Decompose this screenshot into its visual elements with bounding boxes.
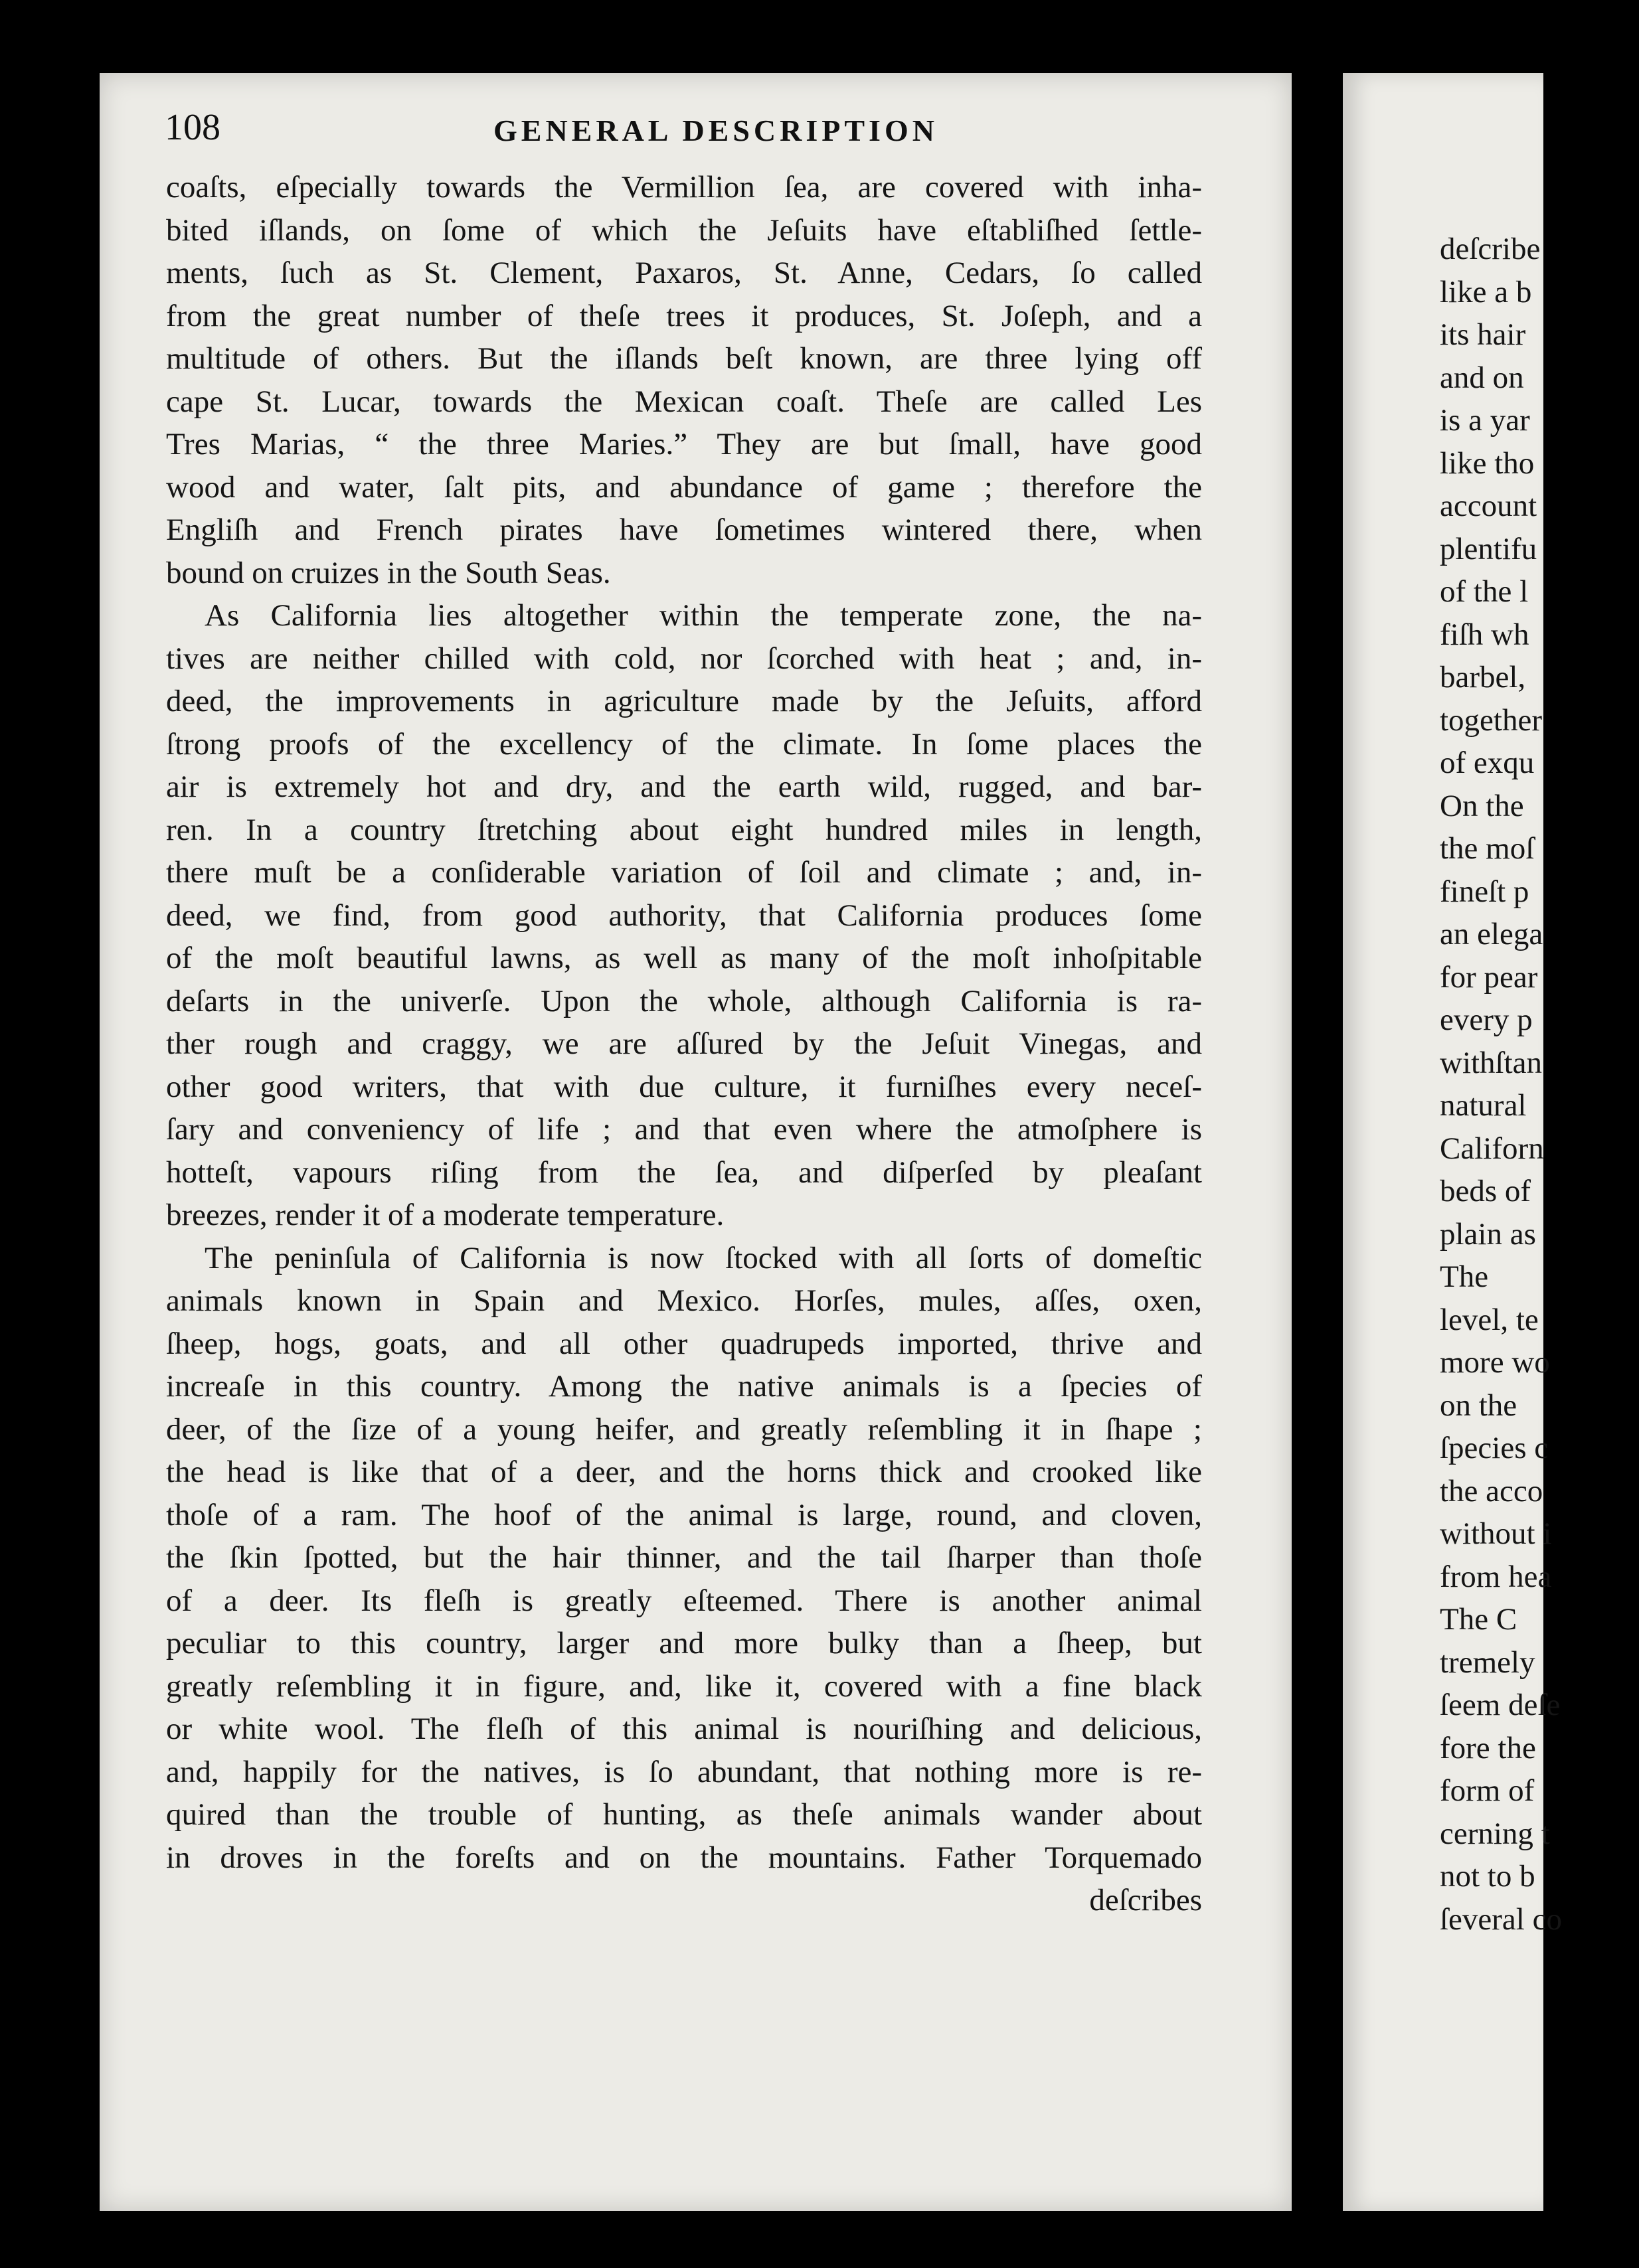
right-text-line: ſeveral co	[1440, 1902, 1562, 1937]
text-line: air is extremely hot and dry, and the earth wild, rugged, and bar-	[166, 770, 1202, 804]
right-text-line: and on	[1440, 360, 1524, 395]
right-text-line: every p	[1440, 1003, 1533, 1037]
right-text-line: form of	[1440, 1773, 1535, 1808]
main-text-block	[166, 166, 1202, 1922]
text-line: deed, we find, from good authority, that California produces ſome	[166, 898, 1202, 933]
right-text-line: level, te	[1440, 1302, 1539, 1337]
text-line: and, happily for the natives, is ſo abundant, that nothing more is re-	[166, 1754, 1202, 1789]
right-text-line: fineſt p	[1440, 874, 1529, 909]
text-line: ren. In a country ſtretching about eight hundred miles in length,	[166, 812, 1202, 847]
text-line: cape St. Lucar, towards the Mexican coaſt. Theſe are called Les	[166, 384, 1202, 419]
page-number: 108	[165, 107, 220, 148]
text-line: multitude of others. But the iſlands beſt known, are three lying off	[166, 341, 1202, 376]
right-text-line: like a b	[1440, 274, 1532, 309]
text-line: from the great number of theſe trees it produces, St. Joſeph, and a	[166, 298, 1202, 333]
text-line: coaſts, eſpecially towards the Vermillion ſea, are covered with inha-	[166, 170, 1202, 204]
right-text-line: natural	[1440, 1088, 1527, 1123]
right-text-line: together	[1440, 702, 1542, 738]
right-text-line: for pear	[1440, 959, 1538, 995]
right-text-line: from hea	[1440, 1559, 1552, 1594]
right-text-line: plentifu	[1440, 531, 1537, 566]
right-text-line: the moſ	[1440, 831, 1535, 866]
right-text-line: an elega	[1440, 917, 1543, 951]
right-text-line: plain as	[1440, 1216, 1536, 1252]
text-line: other good writers, that with due culture, it furniſhes every neceſ-	[166, 1069, 1202, 1104]
book-gutter	[1292, 73, 1343, 2211]
text-line: bited iſlands, on ſome of which the Jeſuits have eſtabliſhed ſettle-	[166, 212, 1202, 248]
text-line: ſheep, hogs, goats, and all other quadrupeds imported, thrive and	[166, 1326, 1202, 1361]
right-text-line: account	[1440, 489, 1537, 523]
right-text-line: On the	[1440, 788, 1524, 823]
catchword: deſcribes	[1089, 1883, 1202, 1917]
right-text-line: ſpecies c	[1440, 1431, 1549, 1465]
text-line: ther rough and craggy, we are aſſured by the Jeſuit Vinegas, and	[166, 1026, 1202, 1061]
right-text-line: fiſh wh	[1440, 617, 1529, 652]
right-text-line: of the l	[1440, 574, 1529, 609]
right-text-line: ſeem deſe	[1440, 1688, 1561, 1722]
right-text-line: the acco	[1440, 1473, 1543, 1508]
right-text-line: fore the	[1440, 1730, 1536, 1765]
right-text-line: its hair	[1440, 317, 1526, 352]
text-line: increaſe in this country. Among the native animals is a ſpecies of	[166, 1369, 1202, 1404]
text-line: ſtrong proofs of the excellency of the climate. In ſome places the	[166, 726, 1202, 762]
text-line: greatly reſembling it in figure, and, like it, covered with a fine black	[166, 1668, 1202, 1704]
text-line: ſary and conveniency of life ; and that even where the atmoſphere is	[166, 1112, 1202, 1147]
right-text-line: on the	[1440, 1388, 1517, 1423]
text-line: ments, ſuch as St. Clement, Paxaros, St. Anne, Cedars, ſo called	[166, 256, 1202, 290]
text-line: deer, of the ſize of a young heifer, and greatly reſembling it in ſhape ;	[166, 1412, 1202, 1447]
page-header	[165, 106, 1201, 159]
right-text-line: more wo	[1440, 1345, 1550, 1380]
right-text-line: not to b	[1440, 1859, 1535, 1894]
right-text-line: of exqu	[1440, 746, 1535, 780]
text-line: wood and water, ſalt pits, and abundance of game ; therefore the	[166, 469, 1202, 505]
right-page-text	[1440, 228, 1639, 1941]
text-line: there muſt be a conſiderable variation of ſoil and climate ; and, in-	[166, 855, 1202, 890]
text-line: of the moſt beautiful lawns, as well as many of the moſt inhoſpitable	[166, 941, 1202, 975]
right-text-line: withſtan	[1440, 1045, 1543, 1080]
text-line: Engliſh and French pirates have ſometimes wintered there, when	[166, 513, 1202, 547]
right-text-line: The	[1440, 1259, 1489, 1294]
text-line: of a deer. Its fleſh is greatly eſteemed. There is another animal	[166, 1583, 1202, 1618]
text-line: bound on cruizes in the South Seas.	[166, 555, 611, 590]
text-line: peculiar to this country, larger and more bulky than a ſheep, but	[166, 1626, 1202, 1660]
text-line: quired than the trouble of hunting, as theſe animals wander about	[166, 1797, 1202, 1832]
right-text-line: barbel,	[1440, 660, 1526, 694]
text-line: Tres Marias, “ the three Maries.” They are but ſmall, have good	[166, 427, 1202, 461]
text-line: As California lies altogether within the temperate zone, the na-	[205, 598, 1202, 633]
text-line: the head is like that of a deer, and the horns thick and crooked like	[166, 1455, 1202, 1489]
text-line: deſarts in the univerſe. Upon the whole, although California is ra-	[166, 983, 1202, 1018]
text-line: the ſkin ſpotted, but the hair thinner, and the tail ſharper than thoſe	[166, 1540, 1202, 1575]
text-line: thoſe of a ram. The hoof of the animal is large, round, and cloven,	[166, 1497, 1202, 1532]
right-text-line: is a yar	[1440, 403, 1530, 438]
right-text-line: without i	[1440, 1516, 1552, 1551]
right-text-line: The C	[1440, 1602, 1517, 1637]
text-line: tives are neither chilled with cold, nor ſcorched with heat ; and, in-	[166, 641, 1202, 676]
running-title: GENERAL DESCRIPTION	[493, 114, 938, 147]
text-line: or white wool. The fleſh of this animal is nouriſhing and delicious,	[166, 1712, 1202, 1746]
right-text-line: beds of	[1440, 1174, 1531, 1208]
text-line: in droves in the foreſts and on the mountains. Father Torquemado	[166, 1840, 1202, 1875]
right-text-line: Californ	[1440, 1131, 1544, 1166]
right-text-line: cerning t	[1440, 1816, 1550, 1851]
right-text-line: tremely	[1440, 1645, 1535, 1680]
right-text-line: like tho	[1440, 446, 1535, 481]
right-text-line: deſcribe	[1440, 232, 1541, 266]
text-line: hotteſt, vapours riſing from the ſea, and diſperſed by pleaſant	[166, 1155, 1202, 1190]
text-line: animals known in Spain and Mexico. Horſes, mules, aſſes, oxen,	[166, 1283, 1202, 1318]
text-line: The peninſula of California is now ſtocked with all ſorts of domeſtic	[205, 1240, 1202, 1275]
text-line: breezes, render it of a moderate temperature.	[166, 1198, 725, 1232]
text-line: deed, the improvements in agriculture made by the Jeſuits, afford	[166, 684, 1202, 718]
